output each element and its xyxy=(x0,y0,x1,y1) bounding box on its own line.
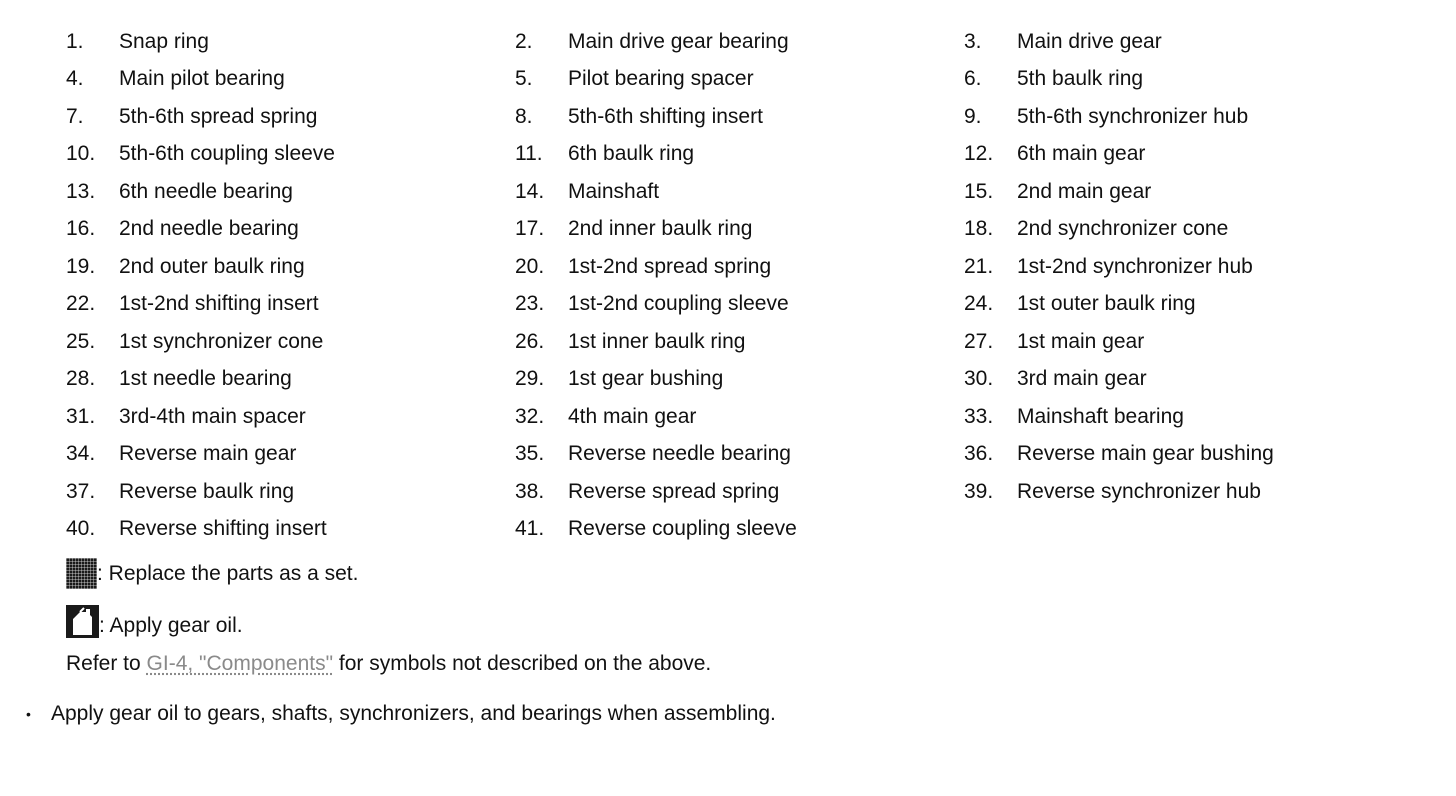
part-number: 4. xyxy=(66,67,84,91)
part-item xyxy=(66,136,515,174)
part-name: 1st-2nd synchronizer hub xyxy=(1017,254,1253,278)
part-name: Main pilot bearing xyxy=(119,67,285,91)
part-item xyxy=(515,286,964,324)
part-number: 27. xyxy=(964,329,994,353)
part-number: 14. xyxy=(515,179,545,203)
part-name: Reverse spread spring xyxy=(568,479,780,503)
part-name: 2nd main gear xyxy=(1017,179,1152,203)
part-name: 1st synchronizer cone xyxy=(119,329,324,353)
part-name: 2nd synchronizer cone xyxy=(1017,217,1229,241)
part-number: 16. xyxy=(66,217,96,241)
part-number: 8. xyxy=(515,104,533,128)
part-name: Reverse coupling sleeve xyxy=(568,517,797,541)
part-item xyxy=(515,211,964,249)
part-item xyxy=(964,136,1413,174)
part-name: Reverse synchronizer hub xyxy=(1017,479,1261,503)
part-item xyxy=(66,398,515,436)
part-number: 11. xyxy=(515,142,543,166)
part-name: 5th-6th shifting insert xyxy=(568,104,763,128)
part-name: 5th-6th coupling sleeve xyxy=(119,142,335,166)
part-name: 3rd main gear xyxy=(1017,367,1147,391)
part-number: 1. xyxy=(66,29,84,53)
part-item xyxy=(66,248,515,286)
part-name: Reverse baulk ring xyxy=(119,479,295,503)
part-number: 2. xyxy=(515,29,533,53)
legend-set-text: : Replace the parts as a set. xyxy=(97,561,359,585)
part-item xyxy=(964,23,1413,61)
assembly-note xyxy=(26,702,776,726)
part-item xyxy=(66,286,515,324)
part-item xyxy=(515,248,964,286)
part-number: 31. xyxy=(66,404,96,428)
part-name: Main drive gear xyxy=(1017,29,1162,53)
part-number: 5. xyxy=(515,67,533,91)
part-item xyxy=(515,473,964,511)
part-name: Mainshaft xyxy=(568,179,660,203)
part-name: 3rd-4th main spacer xyxy=(119,404,306,428)
part-name: 5th-6th spread spring xyxy=(119,104,318,128)
part-item xyxy=(964,173,1413,211)
part-item xyxy=(515,136,964,174)
replace-set-icon xyxy=(66,558,97,589)
part-number: 40. xyxy=(66,517,96,541)
part-number: 21. xyxy=(964,254,994,278)
part-number: 41. xyxy=(515,517,545,541)
part-number: 37. xyxy=(66,479,96,503)
part-item xyxy=(515,436,964,474)
part-name: Reverse main gear bushing xyxy=(1017,442,1274,466)
part-number: 13. xyxy=(66,179,96,203)
part-number: 26. xyxy=(515,329,545,353)
part-item xyxy=(66,323,515,361)
components-link[interactable]: GI-4, "Components" xyxy=(146,652,334,675)
part-name: Pilot bearing spacer xyxy=(568,67,754,91)
part-number: 15. xyxy=(964,179,994,203)
part-item xyxy=(66,23,515,61)
part-item xyxy=(964,323,1413,361)
part-item xyxy=(66,511,515,549)
part-number: 33. xyxy=(964,404,994,428)
part-item xyxy=(964,398,1413,436)
part-number: 17. xyxy=(515,217,545,241)
legend-oil-text: : Apply gear oil. xyxy=(99,614,243,637)
part-number: 30. xyxy=(964,367,994,391)
part-name: Main drive gear bearing xyxy=(568,29,789,53)
refer-line xyxy=(66,652,711,676)
part-name: 5th baulk ring xyxy=(1017,67,1144,91)
part-number: 22. xyxy=(66,292,96,316)
part-item xyxy=(964,473,1413,511)
part-name: 6th baulk ring xyxy=(568,142,695,166)
part-number: 3. xyxy=(964,29,982,53)
part-item xyxy=(66,361,515,399)
part-item xyxy=(66,173,515,211)
part-number: 19. xyxy=(66,254,96,278)
part-item xyxy=(66,211,515,249)
part-name: Reverse needle bearing xyxy=(568,442,791,466)
part-number: 36. xyxy=(964,442,994,466)
part-item xyxy=(964,248,1413,286)
part-number: 28. xyxy=(66,367,96,391)
legend-replace-set xyxy=(66,558,358,589)
part-name: 6th needle bearing xyxy=(119,179,293,203)
part-name: Mainshaft bearing xyxy=(1017,404,1184,428)
part-item xyxy=(515,323,964,361)
parts-list xyxy=(66,23,1413,548)
part-name: 5th-6th synchronizer hub xyxy=(1017,104,1249,128)
refer-suffix: for symbols not described on the above. xyxy=(333,652,712,675)
part-number: 23. xyxy=(515,292,545,316)
part-item xyxy=(515,361,964,399)
part-name: 1st inner baulk ring xyxy=(568,329,746,353)
part-name: 1st gear bushing xyxy=(568,367,724,391)
part-item xyxy=(66,61,515,99)
part-number: 9. xyxy=(964,104,982,128)
part-item xyxy=(964,61,1413,99)
bullet-icon: • xyxy=(26,706,31,722)
part-number: 29. xyxy=(515,367,545,391)
part-number: 32. xyxy=(515,404,545,428)
part-item xyxy=(66,473,515,511)
refer-prefix: Refer to xyxy=(66,652,147,675)
part-name: 6th main gear xyxy=(1017,142,1146,166)
part-item xyxy=(964,98,1413,136)
part-name: Reverse shifting insert xyxy=(119,517,327,541)
part-item xyxy=(964,361,1413,399)
part-item xyxy=(515,173,964,211)
part-name: 2nd outer baulk ring xyxy=(119,254,305,278)
part-name: 1st-2nd shifting insert xyxy=(119,292,319,316)
part-name: 1st-2nd coupling sleeve xyxy=(568,292,789,316)
part-number: 35. xyxy=(515,442,545,466)
part-item xyxy=(515,98,964,136)
part-number: 6. xyxy=(964,67,982,91)
part-name: 1st needle bearing xyxy=(119,367,292,391)
assembly-note-text: Apply gear oil to gears, shafts, synchronizers, and bearings when assembling. xyxy=(51,702,776,725)
part-name: 2nd inner baulk ring xyxy=(568,217,753,241)
part-name: Reverse main gear xyxy=(119,442,297,466)
part-number: 7. xyxy=(66,104,84,128)
part-item xyxy=(964,211,1413,249)
gear-oil-icon xyxy=(66,605,99,638)
part-item xyxy=(515,398,964,436)
part-name: 1st outer baulk ring xyxy=(1017,292,1196,316)
part-name: 1st main gear xyxy=(1017,329,1145,353)
part-item xyxy=(515,23,964,61)
part-number: 20. xyxy=(515,254,545,278)
part-name: 2nd needle bearing xyxy=(119,217,299,241)
part-name: Snap ring xyxy=(119,29,209,53)
part-name: 4th main gear xyxy=(568,404,697,428)
part-item xyxy=(515,511,964,549)
part-number: 24. xyxy=(964,292,994,316)
part-item xyxy=(66,98,515,136)
part-number: 12. xyxy=(964,142,994,166)
part-number: 18. xyxy=(964,217,994,241)
part-item xyxy=(515,61,964,99)
part-number: 38. xyxy=(515,479,545,503)
part-item xyxy=(66,436,515,474)
part-number: 34. xyxy=(66,442,96,466)
legend-gear-oil xyxy=(66,605,243,638)
part-name: 1st-2nd spread spring xyxy=(568,254,772,278)
part-item xyxy=(964,436,1413,474)
part-item xyxy=(964,286,1413,324)
part-number: 25. xyxy=(66,329,96,353)
part-number: 10. xyxy=(66,142,96,166)
part-number: 39. xyxy=(964,479,994,503)
